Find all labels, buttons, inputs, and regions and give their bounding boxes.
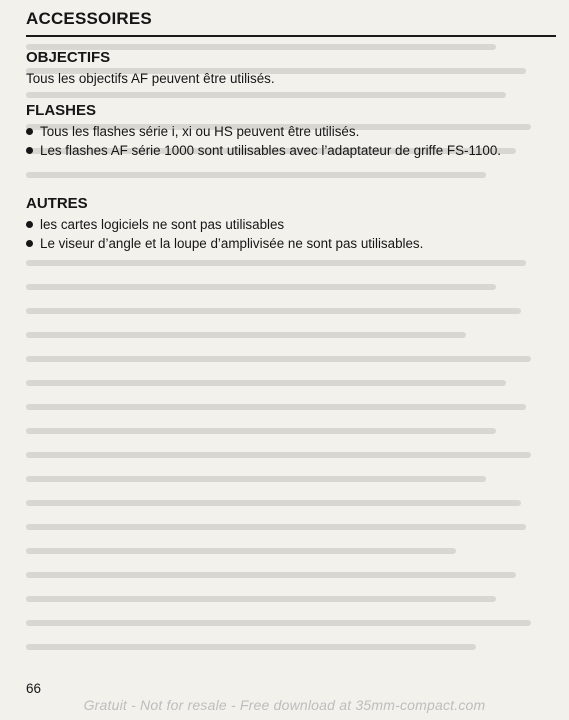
section-heading: FLASHES	[26, 102, 97, 119]
section-heading: AUTRES	[26, 195, 88, 212]
list-item	[26, 141, 566, 160]
list-item	[26, 122, 556, 141]
watermark: Gratuit - Not for resale - Free download at 35mm-compact.com	[83, 697, 486, 713]
bullet-icon	[26, 221, 33, 228]
list-item-text: les cartes logiciels ne sont pas utilisables	[40, 217, 285, 232]
section-text: Tous les objectifs AF peuvent être utilisés.	[26, 71, 275, 86]
page-number: 66	[26, 681, 42, 696]
page-title: ACCESSOIRES	[26, 9, 152, 28]
title-rule	[26, 35, 556, 37]
section-heading: OBJECTIFS	[26, 49, 111, 66]
section-flashes	[26, 102, 556, 160]
list-item-text: Tous les flashes série i, xi ou HS peuvent être utilisés.	[40, 124, 360, 139]
bullet-icon	[26, 147, 33, 154]
list-item-text: Les flashes AF série 1000 sont utilisables avec l’adaptateur de griffe FS-1100.	[40, 143, 502, 158]
section-autres	[26, 195, 556, 253]
list-item-text: Le viseur d’angle et la loupe d’amplivisée ne sont pas utilisables.	[40, 236, 424, 251]
bullet-icon	[26, 128, 33, 135]
list-item	[26, 215, 556, 234]
section-objectifs	[26, 49, 556, 88]
bullet-icon	[26, 240, 33, 247]
list-item	[26, 234, 556, 253]
